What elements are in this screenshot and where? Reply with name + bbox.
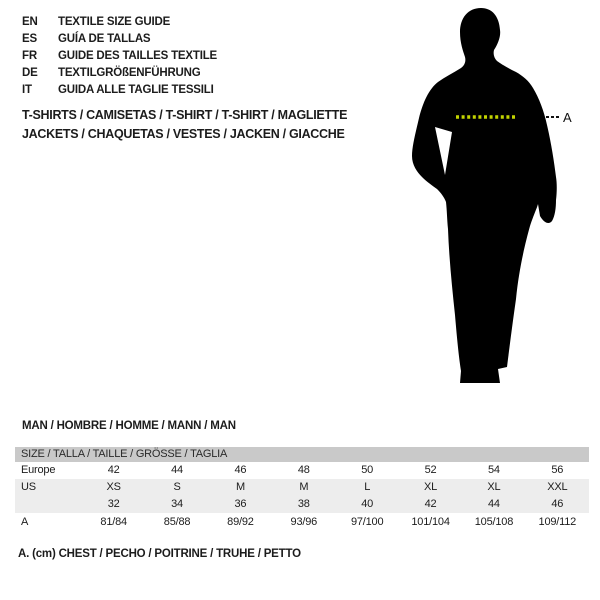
size-cell: 34 [171,498,183,510]
garment-types [22,106,347,143]
size-cell: XXL [547,481,568,493]
footnote-chest-measure: A. (cm) CHEST / PECHO / POITRINE / TRUHE / PETTO [18,548,301,560]
language-list [22,14,217,99]
language-code: ES [22,33,37,45]
row-label: US [21,481,36,493]
size-cell: XS [106,481,121,493]
language-code: FR [22,50,37,62]
size-cell: 38 [297,498,310,510]
language-code: EN [22,16,38,28]
section-title-man: MAN / HOMBRE / HOMME / MANN / MAN [22,420,236,432]
table-row-us-numeric [15,496,589,513]
language-label: GUIDA ALLE TAGLIE TESSILI [58,84,214,96]
size-cell: 32 [107,498,120,510]
size-cell: XL [487,481,501,493]
size-cell: 97/100 [350,516,384,528]
table-row-chest-a [15,514,589,531]
size-table [15,447,589,531]
man-silhouette-svg [405,5,575,387]
size-cell: XL [424,481,438,493]
row-label [15,496,82,513]
size-cell: 42 [107,464,120,476]
size-cell: 40 [361,498,374,510]
size-cell: 93/96 [290,516,318,528]
language-code: IT [22,84,32,96]
garment-line-jackets: JACKETS / CHAQUETAS / VESTES / JACKEN / GIACCHE [22,126,345,141]
table-row-europe [15,462,589,479]
language-code: DE [22,67,38,79]
size-cell: 105/108 [474,516,514,528]
size-cell: 85/88 [163,516,191,528]
size-cell: 42 [424,498,437,510]
size-cell: 50 [361,464,374,476]
language-row-en [22,14,217,31]
language-row-de [22,65,217,82]
size-cell: 46 [234,464,247,476]
man-silhouette-shape [412,8,557,383]
measure-label-a: A [563,110,572,125]
language-row-es [22,31,217,48]
size-cell: 36 [234,498,247,510]
size-cell: L [364,481,371,493]
size-cell: S [173,481,181,493]
size-cell: 44 [171,464,183,476]
garment-line-tshirts: T-SHIRTS / CAMISETAS / T-SHIRT / T-SHIRT / MAGLIETTE [22,108,348,122]
row-label: A [21,516,29,528]
language-label: GUIDE DES TAILLES TEXTILE [58,50,217,62]
size-cell: 46 [551,498,564,510]
language-label: TEXTILGRÖßENFÜHRUNG [58,67,201,79]
size-table-header: SIZE / TALLA / TAILLE / GRÖSSE / TAGLIA [15,447,589,462]
size-cell: 109/112 [538,516,577,528]
table-row-us [15,479,589,496]
size-cell: 52 [424,464,437,476]
man-silhouette-figure [405,5,575,387]
language-row-fr [22,48,217,65]
size-cell: 56 [551,464,564,476]
size-cell: 81/84 [100,516,127,528]
language-row-it [22,82,217,99]
size-cell: 48 [297,464,310,476]
language-label: GUÍA DE TALLAS [58,33,151,45]
size-cell: 89/92 [227,516,254,528]
size-cell: 54 [488,464,500,476]
size-cell: M [235,481,245,493]
size-cell: M [299,481,309,493]
size-cell: 101/104 [411,516,450,528]
row-label: Europe [21,464,56,476]
language-label: TEXTILE SIZE GUIDE [58,16,171,28]
size-cell: 44 [488,498,500,510]
